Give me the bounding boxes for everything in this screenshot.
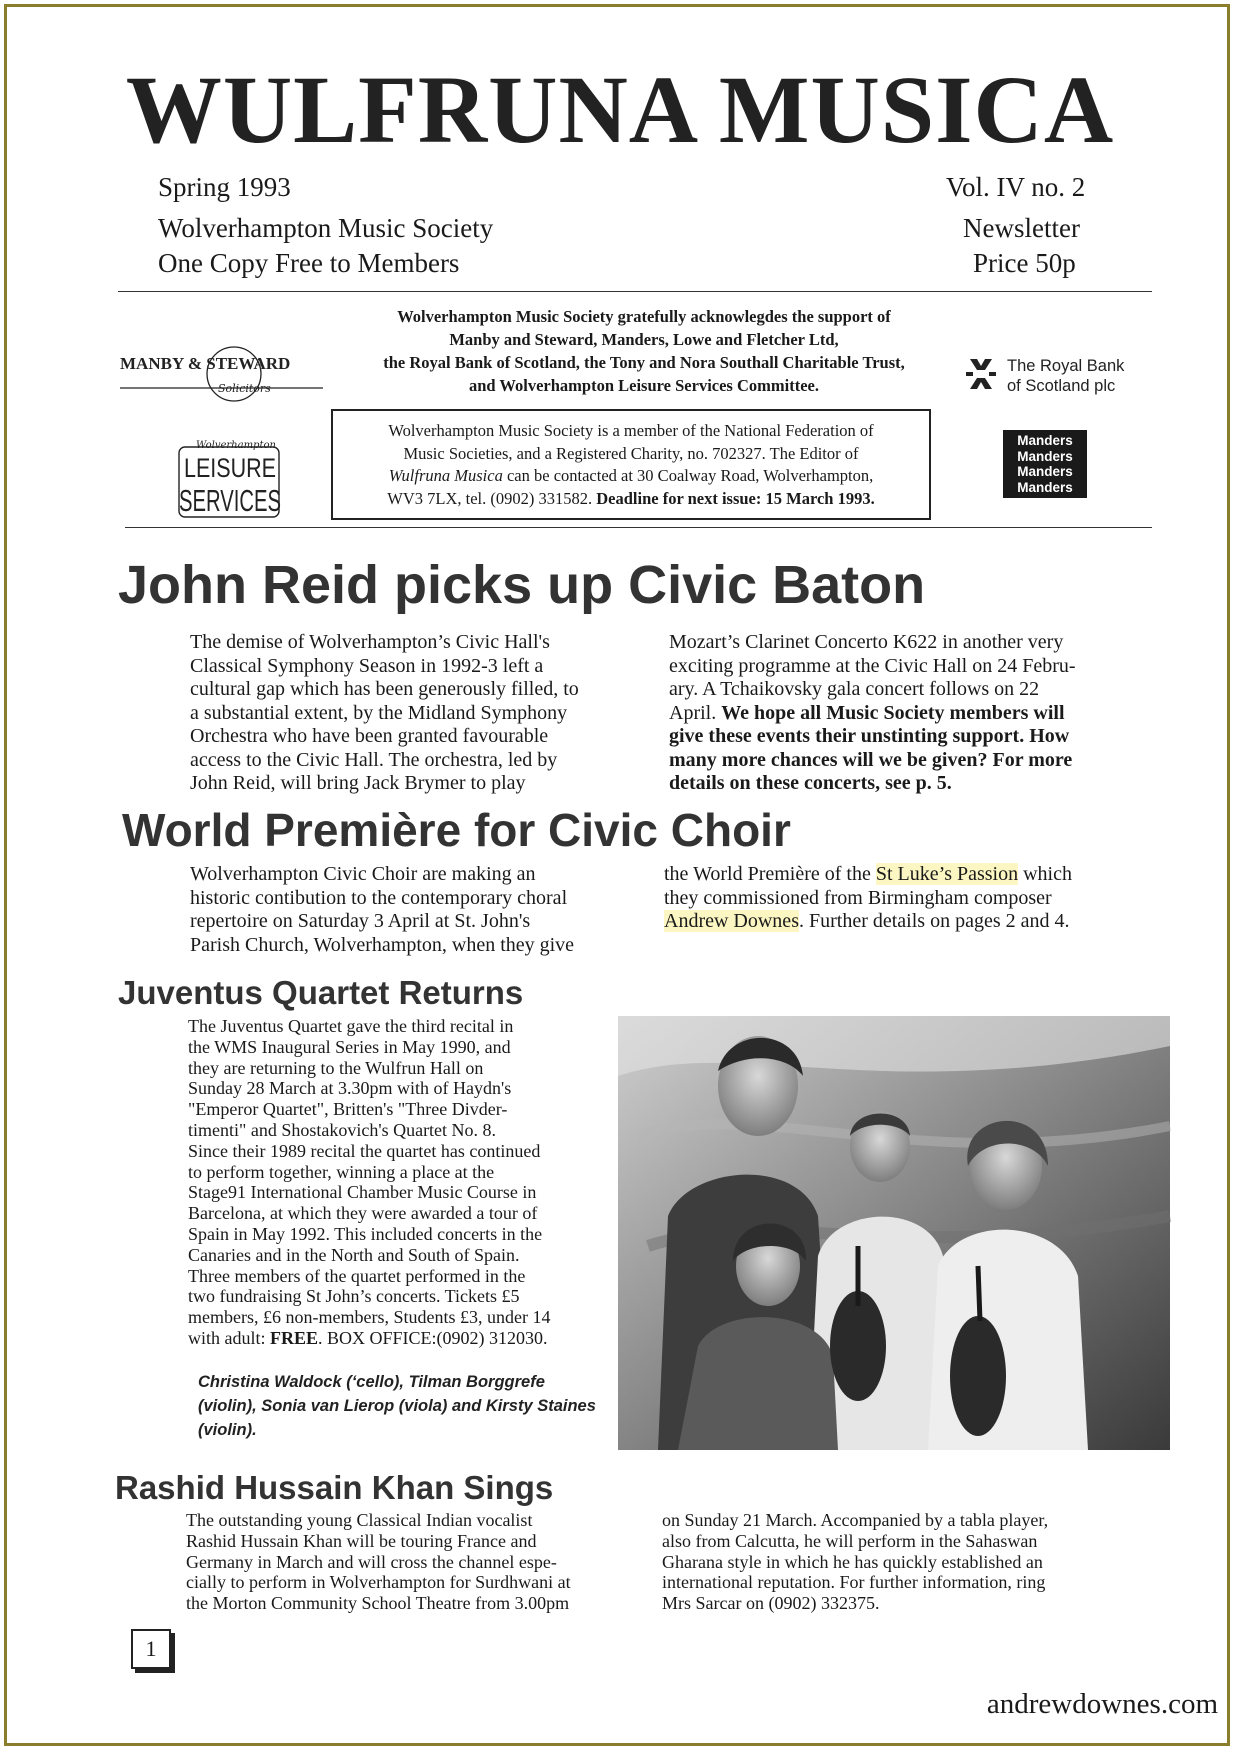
text-line: Three members of the quartet performed in the [188,1265,526,1286]
ack-line: Manby and Steward, Manders, Lowe and Fletcher Ltd, [449,330,839,349]
text-line: Germany in March and will cross the channel espe- [186,1551,557,1572]
info-line: Wolverhampton Music Society is a member of the National Federation of [388,421,874,440]
sponsor-acknowledgement [328,305,960,397]
text-line: Mozart’s Clarinet Concerto K622 in another very [669,631,1064,653]
text-line: Spain in May 1992. This included concerts in the [188,1223,543,1244]
free-copy-note: One Copy Free to Members [158,248,460,278]
issue-volume: Vol. IV no. 2 [946,172,1086,202]
ack-line: the Royal Bank of Scotland, the Tony and Nora Southall Charitable Trust, [383,353,905,372]
photo-caption [198,1370,618,1442]
royal-bank-line1: The Royal Bank [1007,357,1125,375]
leisure-logo-line1: LEISURE [184,453,276,483]
text-line: give these events their unstinting support. How [669,725,1070,747]
andrew-downes-highlight: Andrew Downes [664,910,799,932]
manders-logo-line: Manders [1017,448,1073,464]
issue-type: Newsletter [963,213,1080,243]
text-line: Canaries and in the North and South of Spain. [188,1244,520,1265]
text-line: international reputation. For further information, ring [662,1572,1046,1593]
john-reid-left-column [190,631,650,796]
royal-bank-line2: of Scotland plc [1007,377,1116,395]
text-line: Wolverhampton Civic Choir are making an [190,863,536,885]
page-number: 1 [131,1629,171,1669]
editor-contact: WV3 7LX, tel. (0902) 331582. [387,488,597,508]
text-line: Classical Symphony Season in 1992-3 left a [190,654,544,677]
text-line: Parish Church, Wolverhampton, when they give [190,933,575,956]
text-line: to perform together, winning a place at the [188,1161,495,1182]
text-line: John Reid, will bring Jack Brymer to play [190,772,526,794]
text-line: "Emperor Quartet", Britten's "Three Divder- [188,1099,508,1120]
text-line: members, £6 non-members, Students £3, under 14 [188,1307,551,1328]
st-lukes-passion-highlight: St Luke’s Passion [875,863,1019,885]
leisure-logo-script: Wolverhampton [196,440,276,451]
society-info-box [331,409,931,520]
royal-bank-logo [965,352,1165,398]
text-line: also from Calcutta, he will perform in the Sahaswan [662,1530,1038,1551]
free-bold: FREE [270,1327,319,1348]
text-line: the Morton Community School Theatre from 3.00pm [186,1593,570,1614]
royal-bank-emblem-icon [966,359,996,389]
text-span: . Further details on pages 2 and 4. [798,910,1070,932]
john-reid-right-column [669,631,1149,796]
text-line: The demise of Wolverhampton’s Civic Hall's [190,631,550,653]
text-span: the World Première of the [664,863,876,885]
text-line [664,910,1154,934]
text-span: April. [669,701,722,724]
text-line: Mrs Sarcar on (0902) 332375. [662,1593,880,1614]
text-line: Barcelona, at which they were awarded a tour of [188,1203,538,1224]
newsletter-title-italic: Wulfruna Musica [388,466,503,485]
manders-logo-line: Manders [1017,479,1073,495]
text-line: the WMS Inaugural Series in May 1990, and [188,1036,511,1057]
caption-line: (violin), Sonia van Lierop (viola) and Kirsty Staines [198,1397,596,1415]
manders-logo [1003,430,1087,498]
text-line: access to the Civic Hall. The orchestra, led by [190,748,558,771]
text-line [664,863,1154,887]
text-line [188,1328,613,1349]
editor-address: can be contacted at 30 Coalway Road, Wolverhampton, [502,466,874,485]
masthead-title: WULFRUNA MUSICA [125,56,1115,163]
text-line: Stage91 International Chamber Music Course in [188,1182,537,1203]
text-line: cultural gap which has been generously filled, to [190,678,579,700]
text-line: details on these concerts, see p. 5. [669,772,952,794]
text-line: Sunday 28 March at 3.30pm with of Haydn's [188,1078,512,1099]
info-line [341,488,921,511]
juventus-body [188,1016,613,1349]
sponsor-rule [125,527,1152,528]
world-premiere-right-column [664,863,1154,934]
headline-juventus: Juventus Quartet Returns [118,974,524,1011]
text-line: repertoire on Saturday 3 April at St. John's [190,910,531,932]
ack-line: Wolverhampton Music Society gratefully acknowlegdes the support of [397,307,891,326]
text-line: timenti" and Shostakovich's Quartet No. 8. [188,1119,497,1140]
world-premiere-left-column [190,863,650,957]
text-line: cially to perform in Wolverhampton for Surdhwani at [186,1572,571,1593]
bold-span: We hope all Music Society members will [721,701,1065,724]
issue-season: Spring 1993 [158,172,291,202]
text-line: exciting programme at the Civic Hall on 24 Febru- [669,654,1076,677]
leisure-logo-line2: SERVICES [179,483,281,518]
quartet-photo [618,1016,1170,1450]
rashid-left-column [186,1510,646,1614]
text-span: with adult: [188,1327,270,1348]
box-office-phone: . BOX OFFICE:(0902) 312030. [318,1327,548,1348]
manby-logo-text: MANBY & STEWARD [120,354,291,373]
text-line: Since their 1989 recital the quartet has continued [188,1140,541,1161]
text-span: which [1018,863,1072,885]
text-line: on Sunday 21 March. Accompanied by a tabla player, [662,1510,1049,1530]
leisure-services-logo [176,437,286,519]
headline-world-premiere: World Première for Civic Choir [122,804,791,856]
manders-logo-line: Manders [1017,433,1073,448]
manders-logo-line: Manders [1017,464,1073,479]
text-line: Orchestra who have been granted favourable [190,725,549,747]
rashid-right-column [662,1510,1162,1614]
society-name: Wolverhampton Music Society [158,213,494,243]
text-line: ary. A Tchaikovsky gala concert follows on 22 [669,678,1040,700]
manby-logo-script: Solicitors [218,382,271,395]
text-line: they commissioned from Birmingham composer [664,886,1052,909]
text-line: they are returning to the Wulfrun Hall on [188,1057,484,1078]
caption-line: Christina Waldock (‘cello), Tilman Borggrefe [198,1373,545,1391]
text-line: The Juventus Quartet gave the third recital in [188,1016,514,1036]
ack-line: and Wolverhampton Leisure Services Committee. [469,376,819,395]
headline-john-reid: John Reid picks up Civic Baton [118,555,926,615]
caption-line: (violin). [198,1421,257,1439]
info-line [341,465,921,488]
text-line: The outstanding young Classical Indian vocalist [186,1510,533,1530]
manby-steward-logo [118,346,328,416]
deadline-notice: Deadline for next issue: 15 March 1993. [596,488,875,508]
text-line: two fundraising St John’s concerts. Tickets £5 [188,1286,520,1307]
website-link[interactable]: andrewdownes.com [986,1688,1218,1720]
text-line: historic contibution to the contemporary choral [190,886,568,909]
text-line: Gharana style in which he has quickly established an [662,1551,1043,1572]
issue-price: Price 50p [973,248,1076,278]
text-line: many more chances will we be given? For more [669,748,1073,771]
text-line: a substantial extent, by the Midland Symphony [190,701,568,724]
headline-rashid: Rashid Hussain Khan Sings [115,1469,554,1506]
info-line: Music Societies, and a Registered Charity, no. 702327. The Editor of [403,443,859,463]
text-line [669,702,1149,726]
header-rule [118,291,1152,292]
text-line: Rashid Hussain Khan will be touring France and [186,1530,537,1551]
